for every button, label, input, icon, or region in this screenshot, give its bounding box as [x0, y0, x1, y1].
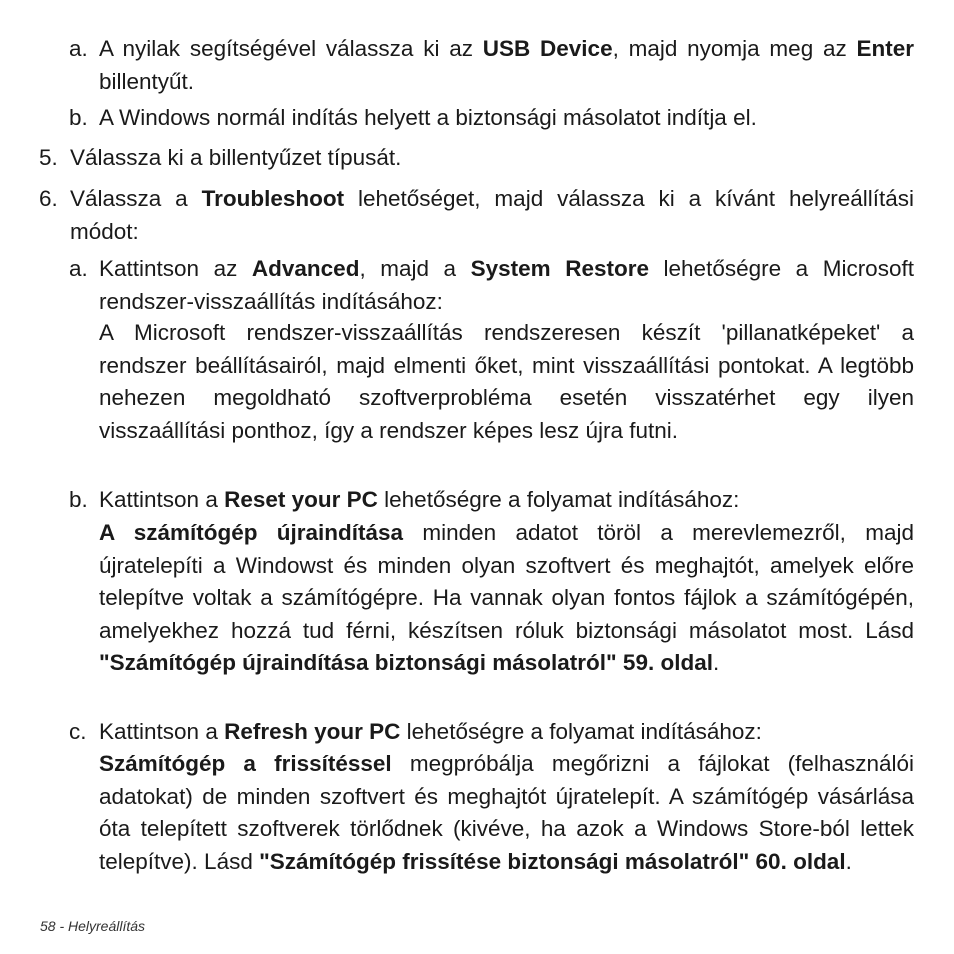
- list-item-6a-system-restore: a. Kattintson az Advanced, majd a System Restore lehetőségre a Microsoft rendszer-visszaállítás indításához:: [99, 253, 914, 318]
- item-marker: c.: [69, 719, 87, 744]
- reset-description: A számítógép újraindítása minden adatot töröl a merevlemezről, majd újratelepíti a Windowst és minden olyan szoftvert és meghajtót, amelyek előre telepítve voltak a számítógépre. Ha vannak olyan fontos fájlok a számítógépén, amelyekhez hozzá tud férni, készítsen róluk biztonsági másolatot most. Lásd "Számítógép újraindítása biztonsági másolatról" 59. oldal.: [99, 520, 914, 675]
- reset-cross-reference[interactable]: "Számítógép újraindítása biztonsági másolatról" 59. oldal: [99, 650, 713, 675]
- system-restore-term: System Restore: [470, 256, 649, 281]
- reset-heading-term: A számítógép újraindítása: [99, 520, 404, 545]
- reset-your-pc-term: Reset your PC: [224, 487, 378, 512]
- advanced-term: Advanced: [251, 256, 360, 281]
- list-item-6: 6. Válassza a Troubleshoot lehetőséget, majd válassza ki a kívánt helyreállítási módot:: [70, 183, 914, 248]
- usb-device-term: USB Device: [482, 36, 613, 61]
- list-item-5: 5. Válassza ki a billentyűzet típusát.: [70, 142, 914, 175]
- refresh-cross-reference[interactable]: "Számítógép frissítése biztonsági másolatról" 60. oldal: [259, 848, 846, 874]
- refresh-your-pc-term: Refresh your PC: [224, 719, 401, 744]
- item-marker: 5.: [39, 145, 58, 170]
- troubleshoot-term: Troubleshoot: [201, 186, 345, 211]
- page-footer: 58 - Helyreállítás: [40, 918, 146, 934]
- item-marker: a.: [69, 256, 88, 281]
- item-marker: b.: [69, 487, 88, 512]
- refresh-heading-term: Számítógép a frissítéssel: [99, 751, 392, 776]
- refresh-description: Számítógép a frissítéssel megpróbálja megőrizni a fájlokat (felhasználói adatokat) de minden szoftvert és meghajtót újratelepít. A számítógép vásárlása óta telepített szoftverek törlődnek (kivéve, ha azok a Windows Store-ból lettek telepítve). Lásd "Számítógép frissítése biztonsági másolatról" 60. oldal.: [99, 751, 914, 874]
- item-marker: a.: [69, 36, 88, 61]
- list-item-6c-refresh: c. Kattintson a Refresh your PC lehetőségre a folyamat indításához:: [99, 716, 914, 749]
- enter-key-term: Enter: [856, 36, 915, 61]
- list-item-6b-reset: b. Kattintson a Reset your PC lehetőségre a folyamat indításához:: [99, 484, 914, 517]
- item-marker: b.: [69, 105, 88, 130]
- list-item-b-windows: b. A Windows normál indítás helyett a biztonsági másolatot indítja el.: [99, 102, 914, 135]
- item-marker: 6.: [39, 186, 58, 211]
- list-item-a-usb: a. A nyilak segítségével válassza ki az USB Device, majd nyomja meg az Enter billentyűt.: [99, 33, 914, 98]
- system-restore-description: A Microsoft rendszer-visszaállítás rendszeresen készít 'pillanatképeket' a rendszer beállításairól, majd elmenti őket, mint visszaállítási pontokat. A legtöbb nehezen megoldható szoftverprobléma esetén visszatérhet egy ilyen visszaállítási ponthoz, így a rendszer képes lesz újra futni.: [99, 320, 914, 443]
